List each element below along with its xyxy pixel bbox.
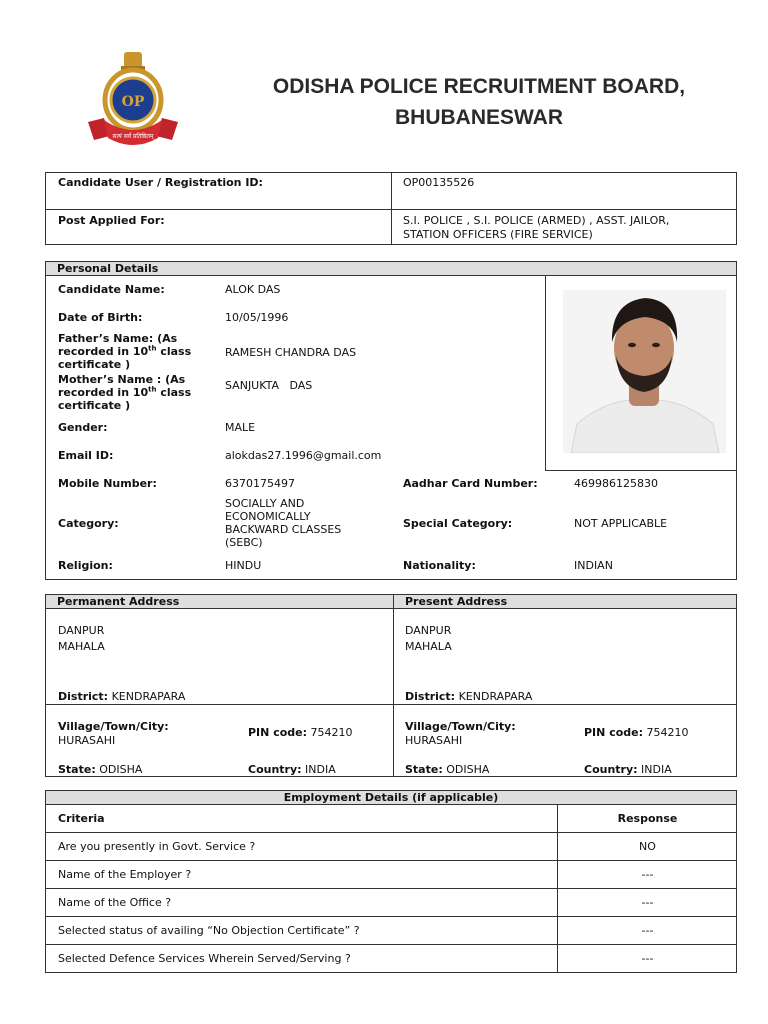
- gender-label: Gender:: [58, 421, 108, 434]
- post-applied-value-line-2: STATION OFFICERS (FIRE SERVICE): [403, 228, 593, 241]
- criteria-column-header: Criteria: [58, 812, 105, 825]
- nationality-value: INDIAN: [574, 559, 613, 572]
- present-address-heading: Present Address: [393, 594, 737, 609]
- registration-id-label: Candidate User / Registration ID:: [58, 176, 263, 189]
- table-row-response: NO: [639, 840, 656, 853]
- present-village-value: HURASAHI: [405, 734, 463, 747]
- present-district: District: KENDRAPARA: [405, 690, 533, 703]
- page-title-line-1: ODISHA POLICE RECRUITMENT BOARD,: [272, 75, 686, 98]
- religion-label: Religion:: [58, 559, 113, 572]
- father-name-label: Father’s Name: (As recorded in 10th class certificate ): [58, 332, 192, 371]
- permanent-address-line-1: DANPUR: [58, 624, 105, 637]
- aadhar-value: 469986125830: [574, 477, 658, 490]
- emblem-banner-text: सत्यं सर्वं प्रतिष्ठितम्: [112, 133, 154, 140]
- category-label: Category:: [58, 517, 119, 530]
- post-applied-value-line-1: S.I. POLICE , S.I. POLICE (ARMED) , ASST. JAILOR,: [403, 214, 670, 227]
- present-state: State: ODISHA: [405, 763, 490, 776]
- father-name-value: RAMESH CHANDRA DAS: [225, 346, 357, 359]
- permanent-country: Country: INDIA: [248, 763, 336, 776]
- special-category-value: NOT APPLICABLE: [574, 517, 668, 530]
- permanent-address-heading: Permanent Address: [45, 594, 394, 609]
- candidate-name-label: Candidate Name:: [58, 283, 165, 296]
- nationality-label: Nationality:: [403, 559, 476, 572]
- email-value: alokdas27.1996@gmail.com: [225, 449, 382, 462]
- special-category-label: Special Category:: [403, 517, 513, 530]
- odisha-police-emblem: [84, 48, 182, 148]
- response-column-header: Response: [617, 812, 678, 825]
- dob-label: Date of Birth:: [58, 311, 143, 324]
- aadhar-label: Aadhar Card Number:: [403, 477, 538, 490]
- table-row-response: ---: [641, 952, 654, 965]
- category-value: SOCIALLY AND ECONOMICALLY BACKWARD CLASSES (SEBC): [225, 497, 342, 549]
- candidate-name-value: ALOK DAS: [225, 283, 281, 296]
- table-row-response: ---: [641, 868, 654, 881]
- email-label: Email ID:: [58, 449, 114, 462]
- present-pin: PIN code: 754210: [584, 726, 689, 739]
- table-row-response: ---: [641, 924, 654, 937]
- permanent-district: District: KENDRAPARA: [58, 690, 186, 703]
- table-row-criteria: Selected Defence Services Wherein Served/Serving ?: [58, 952, 351, 965]
- dob-value: 10/05/1996: [225, 311, 289, 324]
- table-row-criteria: Are you presently in Govt. Service ?: [58, 840, 256, 853]
- gender-value: MALE: [225, 421, 256, 434]
- mother-name-label: Mother’s Name : (As recorded in 10th class certificate ): [58, 373, 192, 412]
- permanent-state: State: ODISHA: [58, 763, 143, 776]
- table-row-response: ---: [641, 896, 654, 909]
- permanent-address-line-2: MAHALA: [58, 640, 105, 653]
- mobile-label: Mobile Number:: [58, 477, 157, 490]
- permanent-pin: PIN code: 754210: [248, 726, 353, 739]
- post-applied-label: Post Applied For:: [58, 214, 165, 227]
- mother-name-value: SANJUKTA DAS: [225, 379, 313, 392]
- candidate-photo: [563, 290, 726, 453]
- table-row-criteria: Selected status of availing “No Objection Certificate” ?: [58, 924, 360, 937]
- religion-value: HINDU: [225, 559, 262, 572]
- present-address-line-2: MAHALA: [405, 640, 452, 653]
- permanent-village-label: Village/Town/City:: [58, 720, 169, 733]
- table-row-criteria: Name of the Employer ?: [58, 868, 192, 881]
- table-row-criteria: Name of the Office ?: [58, 896, 172, 909]
- page-title-line-2: BHUBANESWAR: [395, 106, 563, 129]
- employment-heading: Employment Details (if applicable): [45, 790, 737, 805]
- registration-id-value: OP00135526: [403, 176, 475, 189]
- personal-details-heading: Personal Details: [45, 261, 737, 276]
- svg-text:OP: OP: [121, 94, 145, 110]
- mobile-value: 6370175497: [225, 477, 295, 490]
- present-village-label: Village/Town/City:: [405, 720, 516, 733]
- permanent-village-value: HURASAHI: [58, 734, 116, 747]
- present-country: Country: INDIA: [584, 763, 672, 776]
- present-address-line-1: DANPUR: [405, 624, 452, 637]
- address-table: [45, 594, 737, 777]
